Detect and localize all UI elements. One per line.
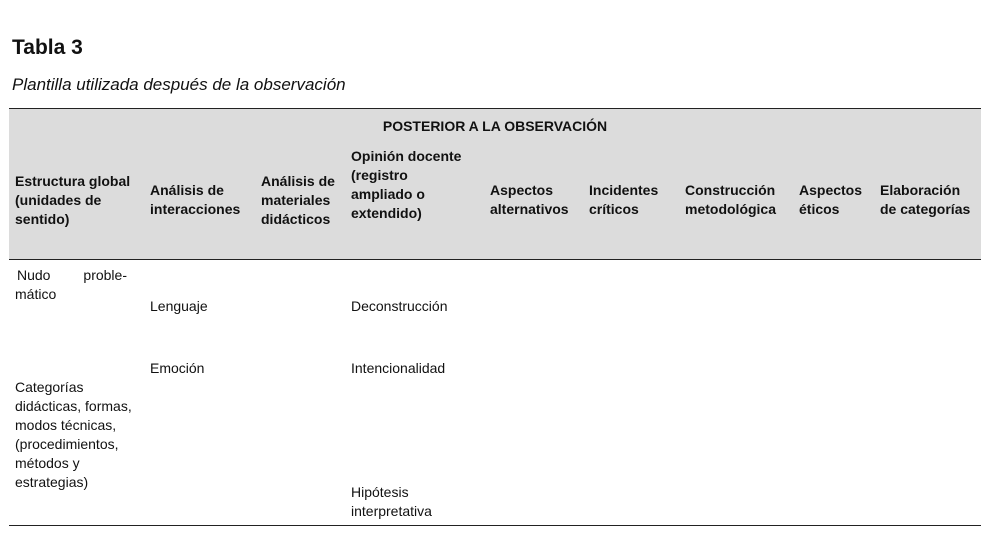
- header-line: Elaboración: [880, 182, 961, 198]
- header-line: (registro: [351, 167, 408, 183]
- table-caption: Plantilla utilizada después de la observación: [12, 75, 346, 94]
- header-line: Opinión docente: [351, 148, 462, 164]
- table-bottom-rule: [9, 525, 981, 526]
- cell-word: proble-: [83, 267, 127, 283]
- column-header-analisis-interacciones: [150, 181, 240, 219]
- cell-line: didácticas, formas,: [15, 398, 132, 414]
- header-line: interacciones: [150, 201, 241, 217]
- header-line: ampliado o: [351, 186, 425, 202]
- header-line: críticos: [589, 201, 639, 217]
- header-line: Aspectos: [490, 182, 554, 198]
- cell-intencionalidad: Intencionalidad: [351, 360, 446, 376]
- cell-line: métodos y: [15, 455, 80, 471]
- cell-nudo-problematico: [17, 266, 127, 304]
- column-header-opinion-docente: [351, 147, 461, 223]
- header-line: extendido): [351, 205, 422, 221]
- cell-deconstruccion: Deconstrucción: [351, 298, 448, 314]
- header-line: Incidentes: [589, 182, 659, 198]
- column-header-elaboracion-categorias: [880, 181, 970, 219]
- header-line: Estructura global: [15, 173, 131, 189]
- column-header-construccion-metodologica: [685, 181, 776, 219]
- cell-line: Hipótesis: [351, 484, 409, 500]
- column-header-aspectos-eticos: [799, 181, 862, 219]
- cell-line: [17, 266, 127, 285]
- header-line: sentido): [15, 211, 70, 227]
- column-header-estructura-global: [15, 172, 130, 229]
- header-line: (unidades de: [15, 192, 102, 208]
- column-header-aspectos-alternativos: [490, 181, 569, 219]
- cell-emocion: Emoción: [150, 360, 205, 376]
- cell-line: modos técnicas,: [15, 417, 117, 433]
- column-header-analisis-materiales: [261, 172, 335, 229]
- super-header: POSTERIOR A LA OBSERVACIÓN: [382, 118, 608, 134]
- cell-lenguaje: Lenguaje: [150, 298, 208, 314]
- header-line: éticos: [799, 201, 840, 217]
- header-line: didácticos: [261, 211, 331, 227]
- header-line: materiales: [261, 192, 331, 208]
- cell-line: interpretativa: [351, 503, 432, 519]
- header-line: Análisis de: [150, 182, 224, 198]
- cell-line: Categorías: [15, 379, 84, 395]
- header-line: alternativos: [490, 201, 569, 217]
- cell-categorias-didacticas: [15, 378, 132, 492]
- cell-line: estrategias): [15, 474, 89, 490]
- header-line: Construcción: [685, 182, 776, 198]
- column-header-incidentes-criticos: [589, 181, 658, 219]
- cell-line: mático: [15, 286, 57, 302]
- header-line: de categorías: [880, 201, 971, 217]
- table-header-rule: [9, 259, 981, 260]
- table-title: Tabla 3: [12, 36, 83, 59]
- header-line: metodológica: [685, 201, 777, 217]
- cell-word: Nudo: [17, 267, 51, 283]
- header-line: Análisis de: [261, 173, 335, 189]
- header-line: Aspectos: [799, 182, 863, 198]
- cell-hipotesis-interpretativa: [351, 483, 432, 521]
- table-top-rule: [9, 108, 981, 109]
- cell-line: (procedimientos,: [15, 436, 119, 452]
